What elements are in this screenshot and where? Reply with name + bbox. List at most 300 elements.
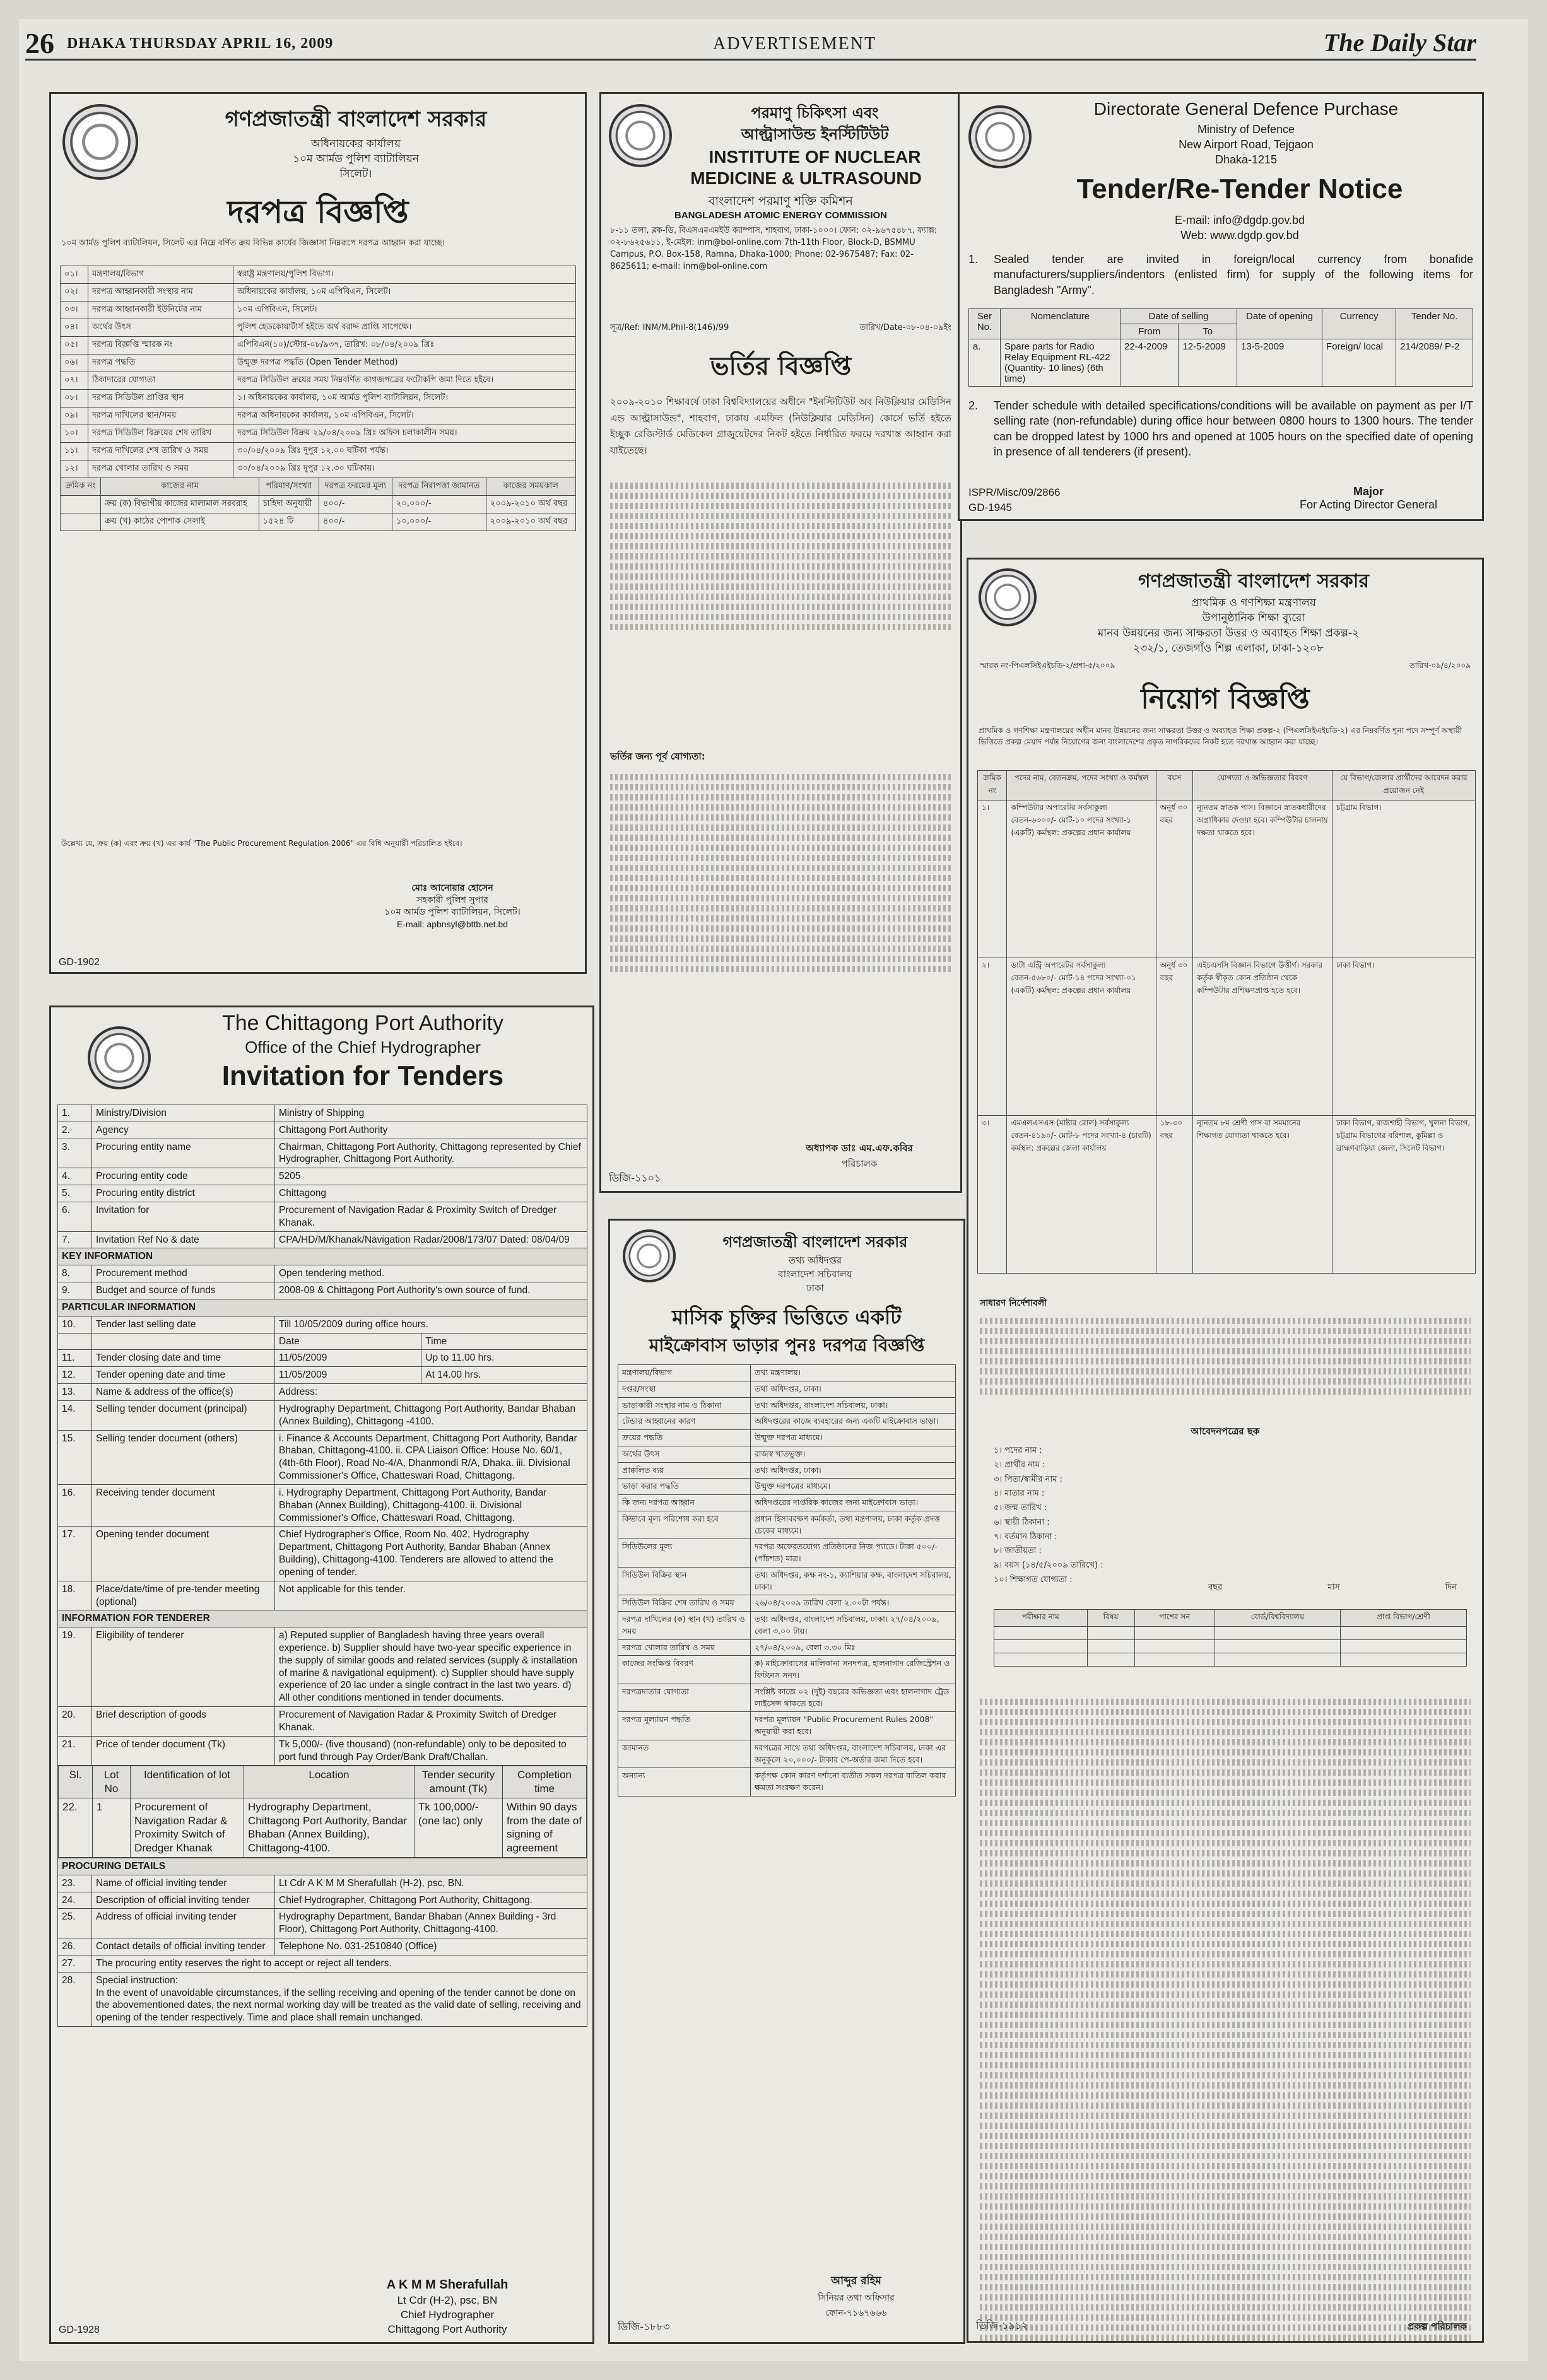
cell: 5205	[275, 1168, 587, 1185]
cell: 27.	[58, 1955, 92, 1972]
column-header: Tender security amount (Tk)	[415, 1766, 503, 1798]
form-field: ৬। স্থায়ী ঠিকানা :	[994, 1517, 1050, 1527]
table-row	[618, 1656, 956, 1684]
cell: 22.	[59, 1798, 93, 1857]
cell: তথ্য অধিদপ্তর, ঢাকা।	[751, 1381, 956, 1397]
cell: অর্থের উৎস	[618, 1446, 751, 1462]
lot-table	[58, 1766, 587, 1858]
instructions-title: সাধারণ নির্দেশাবলী	[980, 1298, 1047, 1308]
section-name: ADVERTISEMENT	[713, 34, 877, 54]
section-procuring-details	[58, 1858, 587, 1875]
table-row	[618, 1462, 956, 1479]
table-row	[58, 1938, 587, 1955]
cell: ১১।	[61, 443, 88, 460]
cell: Procurement of Navigation Radar & Proximity Switch of Dredger Khanak	[131, 1798, 244, 1857]
cell: ১২।	[61, 460, 88, 478]
signatory-name: A K M M Sherafullah	[386, 2278, 509, 2292]
table-row	[58, 1282, 587, 1299]
footnote: উল্লেখ্য যে, ক্রয় (ক) এবং ক্রয় (খ) এর কার্য "The Public Procurement Regulation 2006" এর বিধি অনুযায়ী পরিচালিত হইবে।	[61, 839, 462, 848]
cell: Chief Hydrographer, Chittagong Port Authority, Chittagong.	[275, 1892, 587, 1909]
contact-email[interactable]: E-mail: apbnsyl@bttb.net.bd	[396, 918, 509, 929]
column-header: পরীক্ষার নাম	[994, 1610, 1088, 1627]
cell: দরপত্র সিডিউল প্রাপ্তির স্থান	[88, 390, 233, 407]
cell: দরপত্র আহ্বানকারী সংস্থার নাম	[88, 284, 233, 302]
cell: অধিদপ্তরের কাজে ব্যবহারের জন্য একটি মাইক্রোবাস ভাড়া।	[751, 1414, 956, 1430]
cell: ০৬।	[61, 355, 88, 372]
table-row	[58, 1909, 587, 1938]
ad-subheading: বাংলাদেশ সচিবালয়	[778, 1269, 852, 1280]
tender-para-2-text: Tender schedule with detailed specifications/conditions will be available on payment as per I/T selling rate (non-refundable) during office hour between 0800 hours to 1300 hours. The tender can be dropped latest by 1000 hrs and opened at 1005 hours on the specified date of opening in presence of all tenderers (if present).	[994, 399, 1473, 458]
signatory-phone: ফোন-৭১৬৭৬৬৬	[825, 2308, 887, 2318]
cell: Spare parts for Radio Relay Equipment RL-422 (Quantity- 10 lines) (6th time)	[1001, 339, 1121, 387]
ad-port-tender	[49, 1005, 594, 2344]
org-name: The Chittagong Port Authority	[221, 1011, 504, 1035]
cell: দপ্তর/সংস্থা	[618, 1381, 751, 1397]
cell: চট্টগ্রাম বিভাগ।	[1332, 800, 1475, 958]
cell: চাহিদা অনুযায়ী	[259, 496, 319, 513]
institute-name-en: INSTITUTE OF NUCLEAR	[709, 147, 921, 167]
age-columns	[1208, 1581, 1457, 1595]
cell: Eligibility of tenderer	[92, 1627, 275, 1707]
cell: প্রাক্কলিত ব্যয়	[618, 1462, 751, 1479]
table-row	[58, 1231, 587, 1248]
cell: দরপত্র পদ্ধতি	[88, 355, 233, 372]
cell: 19.	[58, 1627, 92, 1707]
signature-block	[334, 2277, 561, 2337]
cell: রাজস্ব খাতভুক্ত।	[751, 1446, 956, 1462]
cell: এমএলএসএস (মাষ্টার রোল) সর্বসাকুল্য বেতন-৪১৯০/- মোট-৮ পদের সংখ্যা-৪ (চারটি) কর্মস্থল: প্রকল্পের জেলা কার্যালয়	[1007, 1116, 1156, 1274]
signatory-title: সিনিয়র তথ্য অফিসার	[818, 2293, 895, 2303]
cell: ২০০৯-২০১০ অর্থ বছর	[486, 513, 575, 531]
ad-subheading: উপানুষ্ঠানিক শিক্ষা ব্যুরো	[1202, 612, 1305, 624]
cell: 28.	[58, 1972, 92, 2026]
cell: Budget and source of funds	[92, 1282, 275, 1299]
col-serial: Ser No.	[969, 309, 1001, 339]
cell: ডাটা এন্ট্রি অপারেটর সর্বসাকুল্য বেতন-৫৬৮০/- মোট-১৪ পদের সংখ্যা-০১ (একটি) কর্মস্থল: প্রকল্পের প্রধান কার্যালয়	[1007, 958, 1156, 1116]
lot-table	[58, 1766, 587, 1858]
table-row	[61, 355, 576, 372]
table-row	[58, 1484, 587, 1526]
col-tender-no: Tender No.	[1396, 309, 1473, 339]
form-field: ৭। বর্তমান ঠিকানা :	[994, 1532, 1057, 1542]
cell: Price of tender document (Tk)	[92, 1736, 275, 1766]
table-row	[618, 1495, 956, 1511]
table-row	[58, 1955, 587, 1972]
signatory-name: মোঃ আনোয়ার হোসেন	[411, 883, 493, 893]
section-information-for-tenderer	[58, 1610, 587, 1627]
cell: দরপত্র খোলার তারিখ ও সময়	[618, 1639, 751, 1656]
table-row	[618, 1414, 956, 1430]
cell: জামানত	[618, 1740, 751, 1768]
signature-block	[339, 882, 566, 930]
ministry-name: Ministry of Defence	[1197, 123, 1295, 136]
cell: 9.	[58, 1282, 92, 1299]
masthead	[25, 25, 1476, 61]
table-row	[58, 1333, 587, 1350]
cell: 2.	[58, 1122, 92, 1139]
tender-para-2: 2. Tender schedule with detailed specifications/conditions will be available on payment as per I/T selling rate (non-refundable) during office hour between 0800 hours to 1300 hours. The tender can be dropped latest by 1000 hrs and opened at 1005 hours on the specified date of opening in presence of all tenderers (if present).	[968, 399, 1473, 458]
table-row	[61, 496, 576, 513]
table-row	[58, 1581, 587, 1610]
signatory-rank: Major	[1353, 485, 1384, 498]
table-row	[61, 337, 576, 355]
form-field: ১। পদের নাম :	[994, 1446, 1042, 1455]
tender-para-1-text: Sealed tender are invited in foreign/local currency from bonafide manufacturers/suppliers/indentors (enlisted firm) for supply of the following items for Bangladesh "Army".	[994, 253, 1473, 296]
cell: Tk 100,000/- (one lac) only	[415, 1798, 503, 1857]
cell: 11/05/2009	[275, 1367, 421, 1384]
table-row	[618, 1612, 956, 1640]
cell: Tender closing date and time	[92, 1350, 275, 1367]
cell: Tk 5,000/- (five thousand) (non-refundable) only to be deposited to port fund through Pay Order/Bank Draft/Challan.	[275, 1736, 587, 1766]
cell: দরপত্র সিডিউল বিক্রয়ের শেষ তারিখ	[88, 425, 233, 443]
table-row	[58, 1350, 587, 1367]
column-header: বোর্ড/বিশ্ববিদ্যালয়	[1215, 1610, 1340, 1627]
table-row	[618, 1479, 956, 1495]
ad-subheading: মানব উন্নয়নের জন্য সাক্ষরতা উত্তর ও অব্যাহত শিক্ষা প্রকল্প-২	[1097, 627, 1360, 640]
table-row	[58, 1430, 587, 1484]
table-row	[618, 1639, 956, 1656]
cell: 20.	[58, 1707, 92, 1737]
memo-number: স্মারক নং-পিএলসিইএইচডি-২/প্রশা-৫/২০০৯	[980, 661, 1115, 670]
cell: 23.	[58, 1875, 92, 1892]
table-row	[58, 1736, 587, 1766]
special-instruction	[92, 1972, 587, 2026]
govt-seal-icon	[623, 1229, 676, 1282]
cell: ০১।	[61, 266, 88, 284]
cell	[61, 513, 101, 531]
cell: 8.	[58, 1265, 92, 1282]
cell: Ministry/Division	[92, 1105, 275, 1122]
ad-code: GD-1902	[59, 957, 100, 968]
cell: 15.	[58, 1430, 92, 1484]
cell: Contact details of official inviting tender	[92, 1938, 275, 1955]
cell: দরপত্র অধিনায়কের কার্যালয়, ১০ম এপিবিএন, সিলেট।	[233, 407, 576, 425]
cell: Address:	[275, 1384, 587, 1401]
column-header: কাজের নাম	[101, 478, 259, 496]
cell: দরপত্র বিজ্ঞপ্তি স্মারক নং	[88, 337, 233, 355]
table-row	[58, 1972, 587, 2026]
cell: Invitation for	[92, 1202, 275, 1231]
cell: দরপত্র দাখিলের শেষ তারিখ ও সময়	[88, 443, 233, 460]
cell: 1.	[58, 1105, 92, 1122]
table-row	[58, 1384, 587, 1401]
cell: ঢাকা বিভাগ।	[1332, 958, 1475, 1116]
cell: ০৩।	[61, 302, 88, 319]
cell: 3.	[58, 1139, 92, 1168]
table-row	[618, 1430, 956, 1446]
cell: কি জন্য দরপত্র আহ্বান	[618, 1495, 751, 1511]
ad-header: গণপ্রজাতন্ত্রী বাংলাদেশ সরকার	[722, 1233, 908, 1251]
table-row	[61, 390, 576, 407]
cell: দরপত্র মূল্যায়ন "Public Procurement Rules 2008" অনুযায়ী করা হবে।	[751, 1712, 956, 1740]
cell: স্বরাষ্ট্র মন্ত্রণালয়/পুলিশ বিভাগ।	[233, 266, 576, 284]
ref-number: ISPR/Misc/09/2866	[968, 486, 1061, 498]
cell: Telephone No. 031-2510840 (Office)	[275, 1938, 587, 1955]
section-particular-information	[58, 1299, 587, 1316]
application-form	[994, 1444, 1463, 1588]
cell: Hydrography Department, Chittagong Port Authority, Bandar Bhaban (Annex Building), Chittagong -4100.	[275, 1400, 587, 1430]
cell: কম্পিউটার অপারেটর সর্বসাকুল্য বেতন-৬৩০০/- মোট-১০ পদের সংখ্যা-১ (একটি) কর্মস্থল: প্রকল্পের প্রধান কার্যালয়	[1007, 800, 1156, 958]
ad-header: গণপ্রজাতন্ত্রী বাংলাদেশ সরকার	[1138, 570, 1369, 592]
cell: Open tendering method.	[275, 1265, 587, 1282]
cell: 25.	[58, 1909, 92, 1938]
ad-subheading: সিলেট।	[339, 168, 372, 180]
column-header: বয়স	[1156, 771, 1192, 800]
table-row	[618, 1446, 956, 1462]
cell: Chittagong Port Authority	[275, 1122, 587, 1139]
ad-job-circular	[967, 558, 1484, 2343]
cell: Up to 11.00 hrs.	[421, 1350, 587, 1367]
table-row	[58, 1168, 587, 1185]
cell: কিভাবে মূল্য পরিশোধ করা হবে	[618, 1511, 751, 1539]
column-header: Date	[275, 1333, 421, 1350]
cell: ২৬/০৪/২০০৯ তারিখ বেলা ২.০০টা পর্যন্ত।	[751, 1595, 956, 1612]
table-row	[58, 1527, 587, 1581]
cell: 6.	[58, 1202, 92, 1231]
table-row	[58, 1892, 587, 1909]
cell: 24.	[58, 1892, 92, 1909]
table-row	[618, 1684, 956, 1712]
cell: Brief description of goods	[92, 1707, 275, 1737]
table-row	[58, 1139, 587, 1168]
special-instruction-label: Special instruction:	[96, 1974, 179, 1986]
column-header: প্রাপ্ত বিভাগ/শ্রেণী	[1340, 1610, 1466, 1627]
cell: অর্থের উৎস	[88, 319, 233, 337]
cell: Name & address of the office(s)	[92, 1384, 275, 1401]
column-header: Identification of lot	[131, 1766, 244, 1798]
cell: দরপত্র সিডিউল বিক্রয় ২৯/০৪/২০০৯ খ্রিঃ অফিস চলাকালীন সময়।	[233, 425, 576, 443]
cell: Description of official inviting tender	[92, 1892, 275, 1909]
cell: i. Finance & Accounts Department, Chittagong Port Authority, Bandar Bhaban, Chittagong-4100. ii. CPA Liaison Office: House No. 60/1, (4th-6th Floor), Road No-4/A, Dhanmondi R/A, Dhaka. iii. Divisional Commissioner's Office, Chatteswari Road, Chittagong.	[275, 1430, 587, 1484]
table-row	[978, 958, 1476, 1116]
cell: উন্মুক্ত দরপত্র পদ্ধতি (Open Tender Method)	[233, 355, 576, 372]
org-address: Dhaka-1215	[1215, 153, 1278, 166]
cell: ক) মাইক্রোবাসের মালিকানা সনদপত্র, হালনাগাদ রেজিস্ট্রেশন ও ফিটনেস সনদ।	[751, 1656, 956, 1684]
cell: Procuring entity code	[92, 1168, 275, 1185]
cell: Procuring entity name	[92, 1139, 275, 1168]
cell: Hydrography Department, Bandar Bhaban (Annex Building - 3rd Floor), Chittagong Port Authority, Chittagong-4100.	[275, 1909, 587, 1938]
ad-code: GD-1928	[59, 2324, 100, 2335]
signature-block	[1268, 485, 1469, 512]
table-row	[618, 1381, 956, 1397]
institute-name-bn: আল্ট্রাসাউন্ড ইনস্টিটিউট	[741, 126, 889, 143]
atom-logo-icon	[609, 104, 672, 167]
table-row	[61, 372, 576, 390]
ref-date: তারিখ/Date-০৮-০৪-০৯ইং	[859, 323, 951, 332]
cell: মন্ত্রণালয়/বিভাগ	[618, 1365, 751, 1381]
cell: অন্যান্য	[618, 1768, 751, 1797]
signatory-org: Chittagong Port Authority	[387, 2323, 507, 2336]
age-year: বছর	[1208, 1583, 1223, 1592]
cell: a.	[969, 339, 1001, 387]
section-key-information: KEY INFORMATION	[58, 1248, 587, 1265]
cell: ৩।	[978, 1116, 1007, 1274]
table-row	[58, 1707, 587, 1737]
ad-code: ডিজি-১১০১	[609, 1172, 661, 1184]
cell: Receiving tender document	[92, 1484, 275, 1526]
cell: দরপত্র মূল্যায়ন পদ্ধতি	[618, 1712, 751, 1740]
ad-nuclear-admission	[599, 92, 962, 1193]
cell: ঠিকাদারের যোগ্যতা	[88, 372, 233, 390]
signatory-rank: Lt Cdr (H-2), psc, BN	[397, 2294, 498, 2307]
cell: এপিবিএন(১০)/স্টোর-০৮/৯৩৭, তারিখ: ০৮/০৪/২০০৯ খ্রিঃ	[233, 337, 576, 355]
table-row	[618, 1740, 956, 1768]
cell: ন্যূনতম ৮ম শ্রেণী পাস বা সমমানের শিক্ষাগত যোগ্যতা থাকতে হবে।	[1193, 1116, 1332, 1274]
cell: দরপত্র আহ্বানকারী ইউনিটের নাম	[88, 302, 233, 319]
table-row	[61, 407, 576, 425]
cell: Foreign/ local	[1322, 339, 1396, 387]
ad-subheading: প্রাথমিক ও গণশিক্ষা মন্ত্রণালয়	[1191, 597, 1316, 609]
cell: 11.	[58, 1350, 92, 1367]
page-number: 26	[25, 27, 54, 59]
cell: ক্রয় (খ) কাঠের পোশাক সেলাই	[101, 513, 259, 531]
cell: দরপত্রদাতার যোগ্যতা	[618, 1684, 751, 1712]
ad-header: গণপ্রজাতন্ত্রী বাংলাদেশ সরকার	[225, 107, 487, 132]
form-field: ৩। পিতা/স্বামীর নাম :	[994, 1474, 1062, 1484]
column-header: কাজের সময়কাল	[486, 478, 575, 496]
govt-seal-icon	[62, 104, 138, 180]
table-row	[618, 1511, 956, 1539]
table-row	[61, 443, 576, 460]
org-name: Directorate General Defence Purchase	[1093, 99, 1399, 119]
table-row	[969, 339, 1473, 387]
cell: ভাড়াকারী সংস্থার নাম ও ঠিকানা	[618, 1397, 751, 1414]
table-row	[61, 513, 576, 531]
notice-text: ১০ম আর্মড পুলিশ ব্যাটালিয়ন, সিলেট এর নিম্নে বর্ণিত ক্রয় বিভিন্ন কার্যের জিজ্ঞাসা নিম্নরূপে দরপত্র আহ্বান করা যাচ্ছে।	[61, 238, 445, 248]
cell: Ministry of Shipping	[275, 1105, 587, 1122]
cell: অনূর্ধ ৩০ বছর	[1156, 958, 1192, 1116]
column-header: Lot No	[93, 1766, 131, 1798]
ad-title: দরপত্র বিজ্ঞপ্তি	[227, 194, 409, 230]
cell: 21.	[58, 1736, 92, 1766]
ad-title: মাসিক চুক্তির ভিত্তিতে একটি	[672, 1305, 902, 1329]
signatory-title: Chief Hydrographer	[400, 2309, 495, 2321]
table-row	[978, 800, 1476, 958]
table-row	[58, 1265, 587, 1282]
table-row	[618, 1595, 956, 1612]
cell: ৩০/০৪/২০০৯ খ্রিঃ দুপুর ১২.০০ ঘটিকা পর্যন্ত।	[233, 443, 576, 460]
contact-website[interactable]: Web: www.dgdp.gov.bd	[1180, 229, 1299, 242]
cell: ০৪।	[61, 319, 88, 337]
table-row	[618, 1539, 956, 1568]
table-row	[61, 425, 576, 443]
cell: ঢাকা বিভাগ, রাজশাহী বিভাগ, খুলনা বিভাগ, চট্টগ্রাম বিভাগের বরিশাল, কুমিল্লা ও ব্রাহ্মণবাড়িয়া জেলা, সিলেট বিভাগ।	[1332, 1116, 1475, 1274]
cell: দরপত্র সিডিউল ক্রয়ের সময় নিম্নবর্ণিত কাগজপত্রের ফটোকপি জমা দিতে হইবে।	[233, 372, 576, 390]
cell: Invitation Ref No & date	[92, 1231, 275, 1248]
cell: ৩০/০৪/২০০৯ খ্রিঃ দুপুর ১২.৩০ ঘটিকায়।	[233, 460, 576, 478]
column-header: Sl.	[59, 1766, 93, 1798]
cell: এইচএসসি বিজ্ঞান বিভাগে উত্তীর্ণ। সরকার কর্তৃক স্বীকৃত কোন প্রতিষ্ঠান থেকে কম্পিউটার প্রশিক্ষণপ্রাপ্ত হতে হবে।	[1193, 958, 1332, 1116]
cell: অনূর্ধ ৩০ বছর	[1156, 800, 1192, 958]
admission-body: ২০০৯-২০১০ শিক্ষাবর্ষে ঢাকা বিশ্ববিদ্যালয়ের অধীনে "ইনস্টিটিউট অব নিউক্লিয়ার মেডিসিন এন্ড আল্ট্রাসাউন্ড", শাহবাগ, ঢাকায় এমফিল (নিউক্লিয়ার মেডিসিন) কোর্সে ভর্তি হইতে ইচ্ছুক রেজিস্টার্ড মেডিকেল গ্রাজুয়েটদের নিকট হইতে নির্ধারিত ফরমে দরখাস্ত আহ্বান করা যাইতেছে।	[610, 396, 951, 456]
col-from: From	[1121, 324, 1179, 339]
ad-microbus-tender	[608, 1219, 965, 2344]
cell: Procurement of Navigation Radar & Proximity Switch of Dredger Khanak.	[275, 1202, 587, 1231]
cell: Address of official inviting tender	[92, 1909, 275, 1938]
cell: 17.	[58, 1527, 92, 1581]
ad-subheading: তথ্য অধিদপ্তর	[788, 1255, 842, 1266]
contact-email[interactable]: E-mail: info@dgdp.gov.bd	[1174, 214, 1305, 226]
ad-title: Invitation for Tenders	[221, 1060, 504, 1091]
cell: Procurement of Navigation Radar & Proximity Switch of Dredger Khanak.	[275, 1707, 587, 1737]
table-row	[58, 1105, 587, 1122]
signatory-title: For Acting Director General	[1299, 498, 1438, 511]
cell: 10.	[58, 1316, 92, 1333]
issue-date: DHAKA THURSDAY APRIL 16, 2009	[67, 35, 334, 52]
cell: 18.	[58, 1581, 92, 1610]
table-row	[618, 1397, 956, 1414]
col-to: To	[1179, 324, 1237, 339]
cell: ০২।	[61, 284, 88, 302]
cell: 14.	[58, 1400, 92, 1430]
form-field: ৮। জাতীয়তা :	[994, 1546, 1042, 1556]
cell: Tender last selling date	[92, 1316, 275, 1333]
cell: ১। অধিনায়কের কার্যালয়, ১০ম আর্মড পুলিশ ব্যাটালিয়ন, সিলেট।	[233, 390, 576, 407]
age-day: দিন	[1445, 1583, 1457, 1592]
ref-number: সূত্র/Ref: INM/M.Phil-8(146)/99	[610, 323, 729, 332]
form-field: ৯। বয়স (১৪/৫/২০০৯ তারিখে) :	[994, 1561, 1103, 1570]
signatory-org: ১০ম আর্মড পুলিশ ব্যাটালিয়ন, সিলেট।	[384, 906, 521, 917]
institute-address: ৮-১১ তলা, ব্লক-ডি, বিএসএমএমইউ ক্যাম্পাস, শাহবাগ, ঢাকা-১০০০। ফোন: ০২-৯৬৭৫৪৮৭, ফ্যাক্স: ০২-৮৬২৫৬১১, ই-মেইল: inm@bol-online.com 7th-11th Floor, Block-D, BSMMU Campus, P.O. Box-158, Ramna, Dhaka-1000; Phone: 02-9675487; Fax: 02-8625611; e-mail: inm@bol-online.com	[610, 226, 938, 271]
cell	[92, 1333, 275, 1350]
commission-name-en: BANGLADESH ATOMIC ENERGY COMMISSION	[674, 210, 887, 221]
column-header: দরপত্র নিরাপত্তা জামানত	[392, 478, 486, 496]
port-tender-table	[57, 1105, 587, 2027]
cell	[58, 1333, 92, 1350]
table-row	[618, 1567, 956, 1595]
ad-code: ডিজি-১৯১২	[976, 2319, 1028, 2331]
form-title: আবেদনপত্রের ছক	[1191, 1426, 1260, 1437]
column-header: ক্রমিক নং	[978, 771, 1007, 800]
ad-subheading: অধিনায়কের কার্যালয়	[311, 138, 401, 150]
cell: অধিদপ্তরের দাপ্তরিক কাজের জন্য মাইক্রোবাস ভাড়া।	[751, 1495, 956, 1511]
cell: Hydrography Department, Chittagong Port Authority, Bandar Bhaban (Annex Building), Chittagong-4100.	[244, 1798, 415, 1857]
signatory-title: পরিচালক	[841, 1158, 878, 1169]
institute-name-en: MEDICINE & ULTRASOUND	[690, 168, 922, 188]
cell: 12-5-2009	[1179, 339, 1237, 387]
ad-subheading: ১০ম আর্মড পুলিশ ব্যাটালিয়ন	[293, 153, 419, 165]
cell: ১৫২৪ টি	[259, 513, 319, 531]
age-month: মাস	[1327, 1583, 1340, 1592]
cell: সংশ্লিষ্ট কাজে ০২ (দুই) বছরের অভিজ্ঞতা এবং হালনাগাদ ট্রেড লাইসেন্স থাকতে হবে।	[751, 1684, 956, 1712]
cell: Selling tender document (others)	[92, 1430, 275, 1484]
table-row	[58, 1316, 587, 1333]
cell: দরপত্র দাখিলের (ক) স্থান (খ) তারিখ ও সময়	[618, 1612, 751, 1640]
cell: দরপত্র দাখিলের স্থান/সময়	[88, 407, 233, 425]
institute-name-bn: পরমাণু চিকিৎসা এবং	[751, 104, 879, 122]
cell: ১০,০০০/-	[392, 513, 486, 531]
cell: Tender opening date and time	[92, 1367, 275, 1384]
table-row	[618, 1768, 956, 1797]
cell: Opening tender document	[92, 1527, 275, 1581]
cell: a) Reputed supplier of Bangladesh having three years overall experience. b) Supplier should have two-year specific experience in the supply of similar goods and related services (supply & installation of marine & navigational equipment). c) Supplier should have supply experience of 20 lac under a single contract in the last two years. d) All other conditions mentioned in tender documents.	[275, 1627, 587, 1707]
cell: ১৮-৩০ বছর	[1156, 1116, 1192, 1274]
cell: Name of official inviting tender	[92, 1875, 275, 1892]
ad-subheading: ঢাকা	[806, 1282, 824, 1294]
table-row	[58, 1400, 587, 1430]
cell: সিডিউল বিক্রির স্থান	[618, 1567, 751, 1595]
job-positions-table	[977, 770, 1476, 1274]
cell: 1	[93, 1798, 131, 1857]
cell: টেন্ডার আহ্বানের কারণ	[618, 1414, 751, 1430]
cell: At 14.00 hrs.	[421, 1367, 587, 1384]
cell: তথ্য অধিদপ্তর, বাংলাদেশ সচিবালয়, ঢাকা। ২৭/০৪/২০০৯, বেলা ৩.০০ টায়।	[751, 1612, 956, 1640]
signature-block	[771, 1141, 948, 1173]
table-row	[61, 266, 576, 284]
column-header: বিষয়	[1087, 1610, 1134, 1627]
col-date-opening: Date of opening	[1237, 309, 1322, 339]
table-row	[618, 1365, 956, 1381]
